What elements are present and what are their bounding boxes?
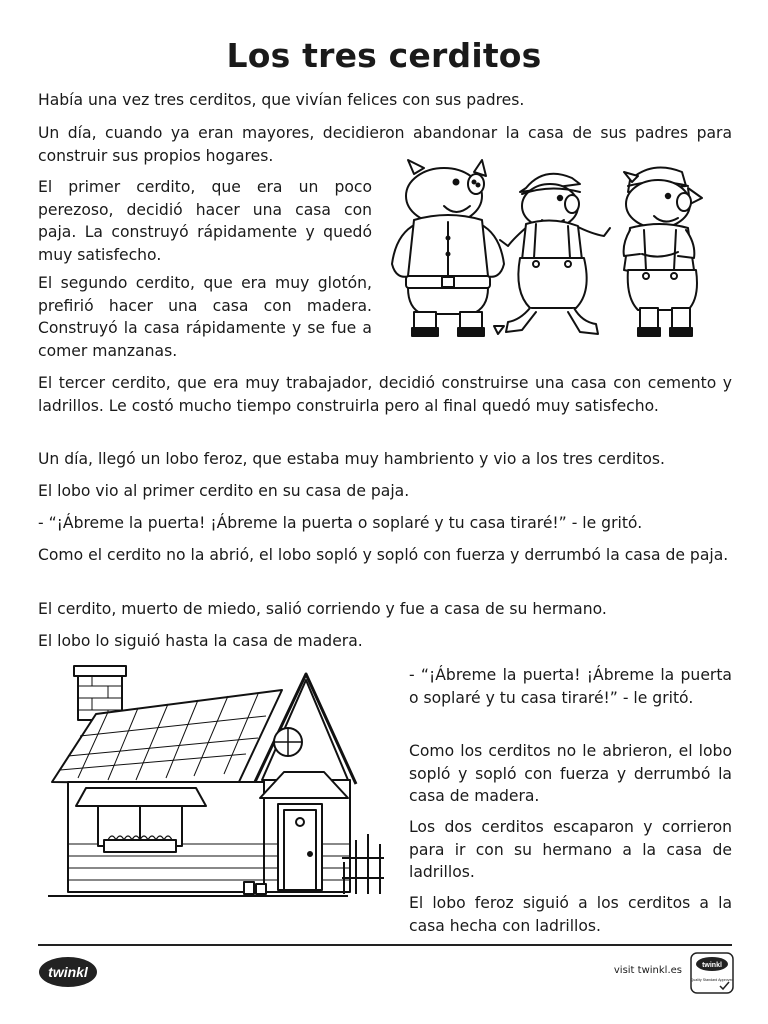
svg-text:Quality Standard Approved: Quality Standard Approved [690, 978, 734, 982]
visit-link[interactable]: visit twinkl.es [613, 965, 682, 976]
quality-badge [690, 952, 734, 994]
pig-2 [494, 174, 610, 334]
svg-text:twinkl: twinkl [702, 962, 722, 969]
pig-1 [392, 160, 504, 336]
paragraph-11: El lobo lo siguió hasta la casa de madera. [38, 632, 363, 650]
paragraph-8: - “¡Ábreme la puerta! ¡Ábreme la puerta o soplaré y tu casa tiraré!” - le gritó. [38, 514, 643, 532]
paragraph-14: Los dos cerditos escaparon y corrieron para ir con su hermano a la casa de ladrillos. [409, 818, 732, 881]
paragraph-5: El tercer cerdito, que era muy trabajador, decidió construirse una casa con cemento y ladrillos. Le costó mucho tiempo construirla pero al final quedó muy satisfecho. [38, 374, 732, 415]
paragraph-12: - “¡Ábreme la puerta! ¡Ábreme la puerta o soplaré y tu casa tiraré!” - le gritó. [409, 666, 732, 707]
paragraph-4: El segundo cerdito, que era muy glotón, prefirió hacer una casa con madera. Construyó la casa rápidamente y se fue a comer manzanas. [38, 274, 372, 360]
wooden-house-illustration [48, 664, 388, 914]
three-pigs-illustration [384, 158, 732, 348]
page-title: Los tres cerditos [226, 36, 542, 75]
paragraph-10: El cerdito, muerto de miedo, salió corriendo y fue a casa de su hermano. [38, 600, 607, 618]
paragraph-6: Un día, llegó un lobo feroz, que estaba muy hambriento y vio a los tres cerditos. [38, 450, 665, 468]
pig-3 [624, 168, 702, 337]
footer-divider [38, 944, 732, 946]
twinkl-logo[interactable] [38, 955, 98, 989]
paragraph-7: El lobo vio al primer cerdito en su casa de paja. [38, 482, 410, 500]
paragraph-1: Había una vez tres cerditos, que vivían felices con sus padres. [38, 91, 525, 109]
paragraph-9: Como el cerdito no la abrió, el lobo sopló y sopló con fuerza y derrumbó la casa de paja. [38, 546, 729, 564]
paragraph-3: El primer cerdito, que era un poco perezoso, decidió hacer una casa con paja. La construyó rápidamente y quedó muy satisfecho. [38, 178, 372, 264]
paragraph-15: El lobo feroz siguió a los cerditos a la casa hecha con ladrillos. [409, 894, 732, 935]
paragraph-13: Como los cerditos no le abrieron, el lobo sopló y sopló con fuerza y derrumbó la casa de madera. [409, 742, 732, 805]
paragraph-2: Un día, cuando ya eran mayores, decidieron abandonar la casa de sus padres para construir sus propios hogares. [38, 124, 732, 165]
svg-text:twinkl: twinkl [48, 964, 88, 980]
